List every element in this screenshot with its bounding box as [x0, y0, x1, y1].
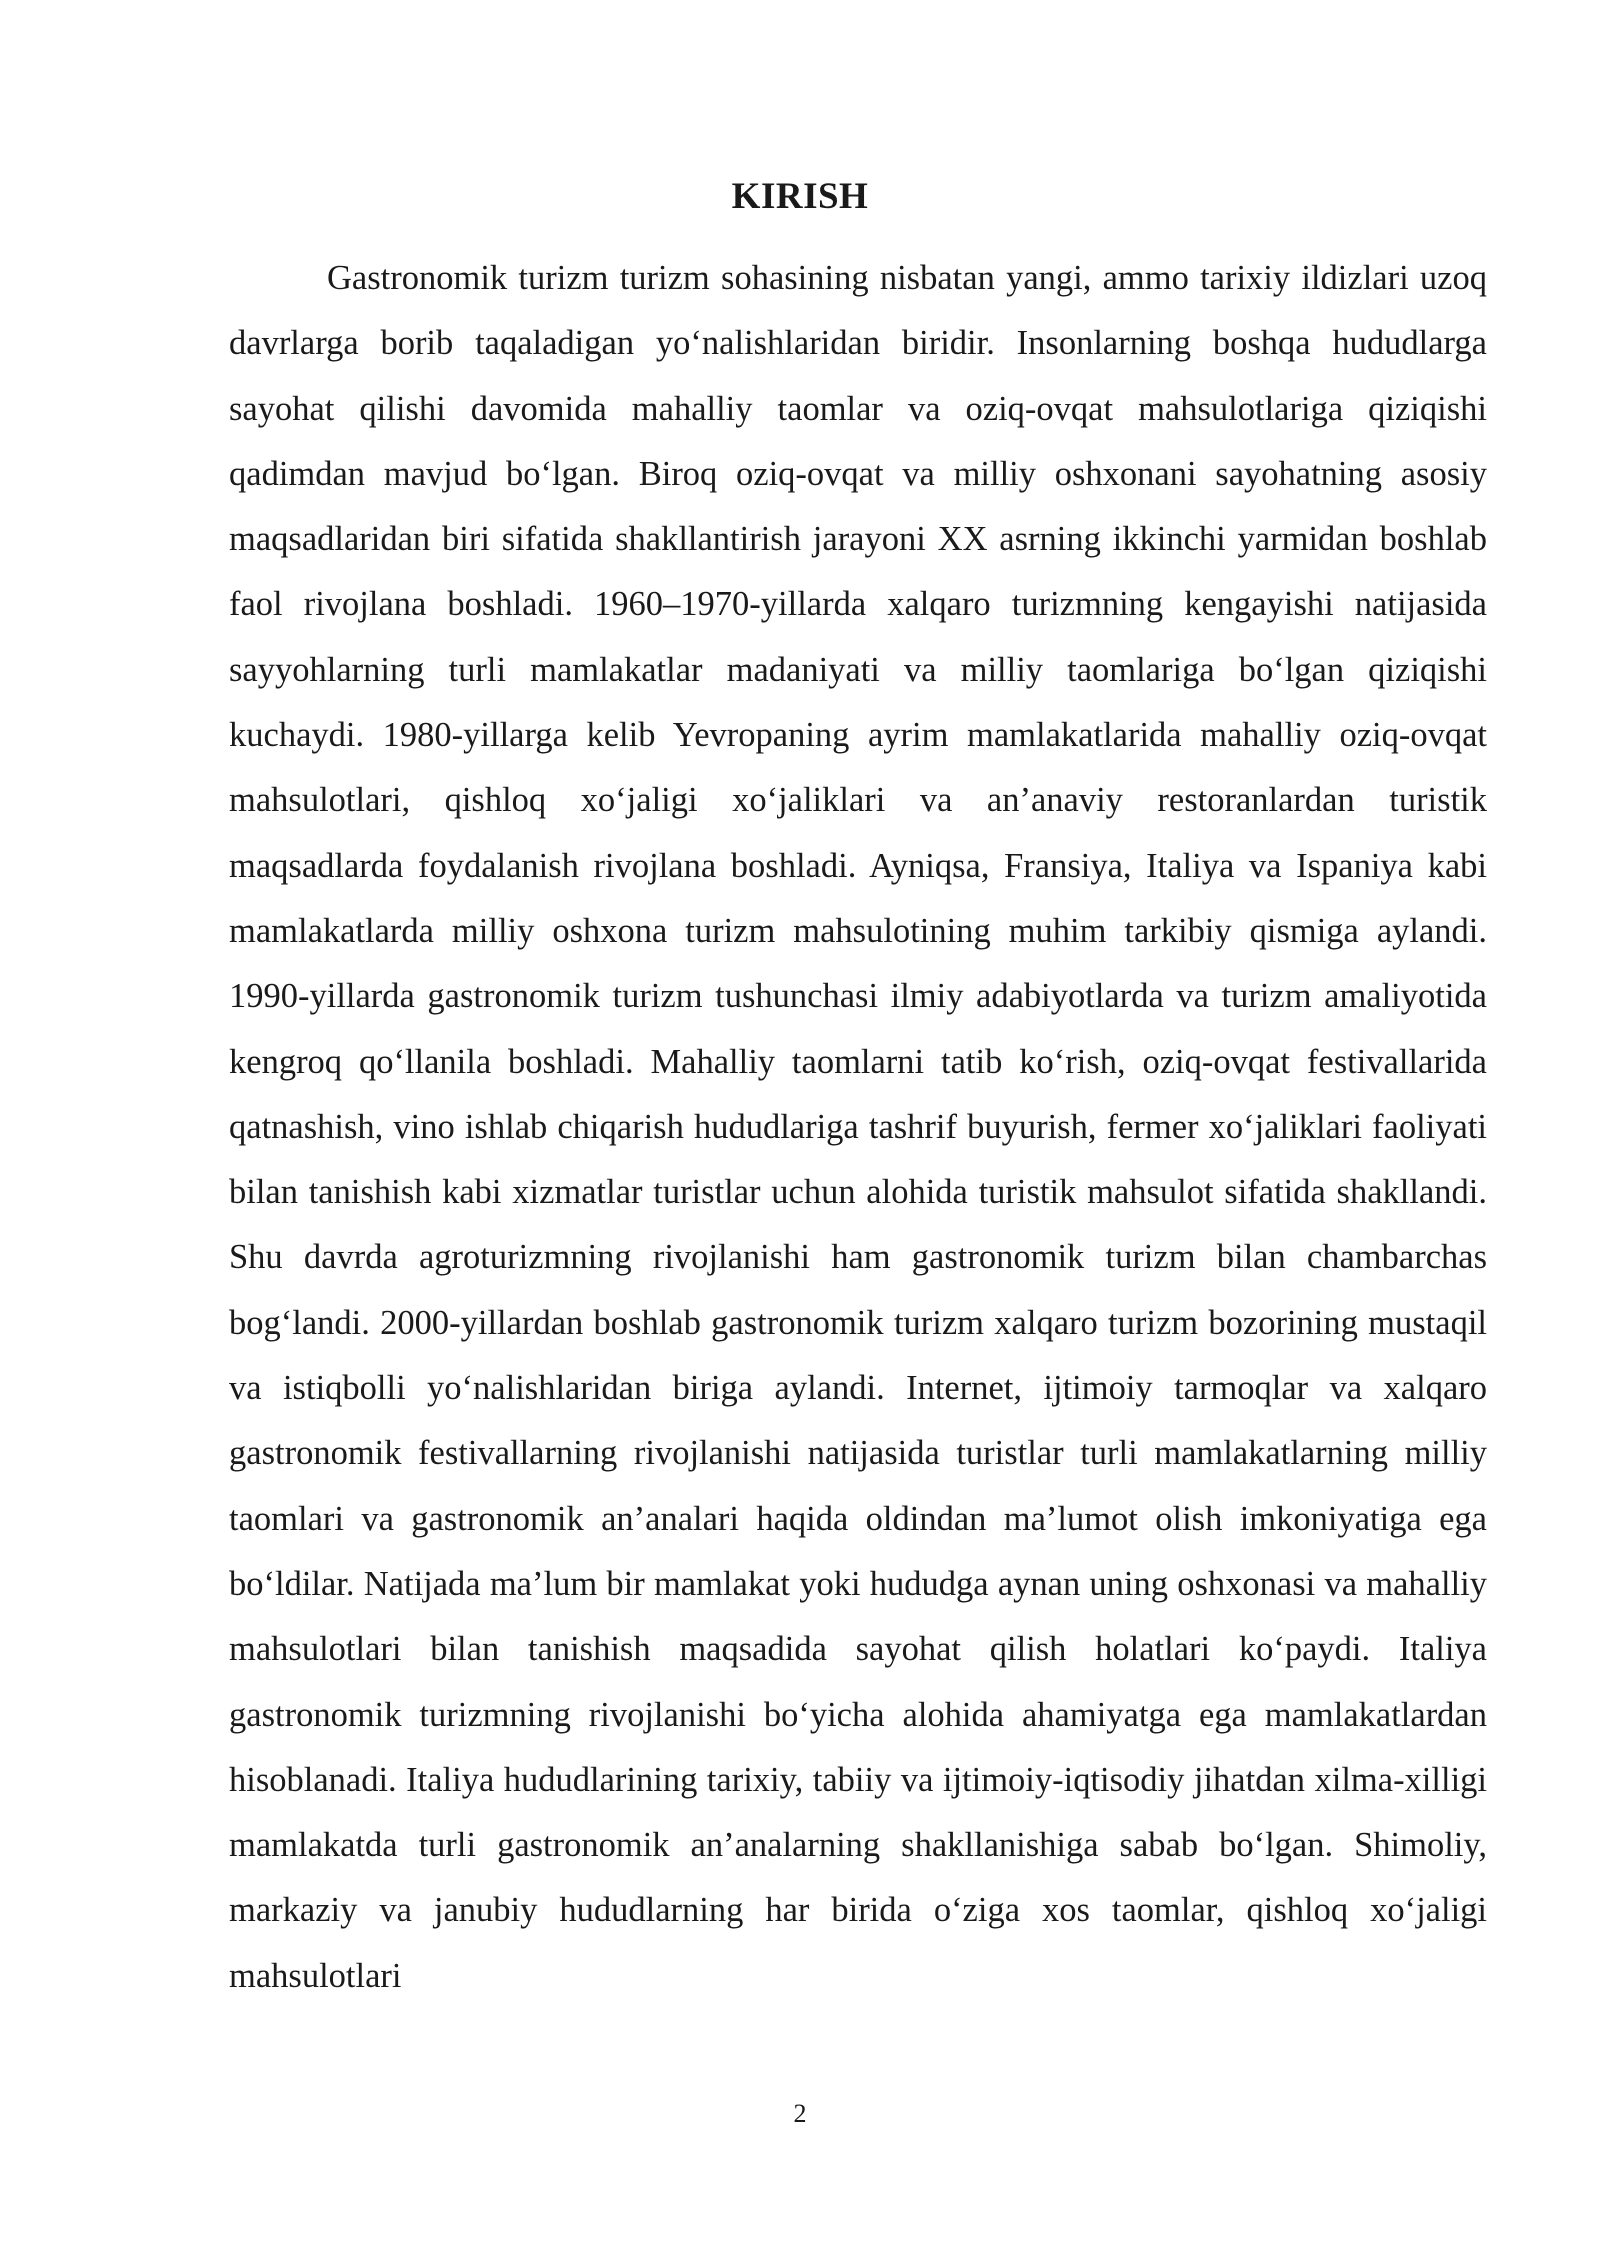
body-paragraph: Gastronomik turizm turizm sohasining nisbatan yangi, ammo tarixiy ildizlari uzoq davrlarga borib taqaladigan yo‘nalishlaridan biridir. Insonlarning boshqa hududlarga sayohat qilishi davomida mahalliy taomlar va oziq-ovqat mahsulotlariga qiziqishi qadimdan mavjud bo‘lgan. Biroq oziq-ovqat va milliy oshxonani sayohatning asosiy maqsadlaridan biri sifatida shakllantirish jarayoni XX asrning ikkinchi yarmidan boshlab faol rivojlana boshladi. 1960–1970-yillarda xalqaro turizmning kengayishi natijasida sayyohlarning turli mamlakatlar madaniyati va milliy taomlariga bo‘lgan qiziqishi kuchaydi. 1980-yillarga kelib Yevropaning ayrim mamlakatlarida mahalliy oziq-ovqat mahsulotlari, qishloq xo‘jaligi xo‘jaliklari va an’anaviy restoranlardan turistik maqsadlarda foydalanish rivojlana boshladi. Ayniqsa, Fransiya, Italiya va Ispaniya kabi mamlakatlarda milliy oshxona turizm mahsulotining muhim tarkibiy qismiga aylandi. 1990-yillarda gastronomik turizm tushunchasi ilmiy adabiyotlarda va turizm amaliyotida kengroq qo‘llanila boshladi. Mahalliy taomlarni tatib ko‘rish, oziq-ovqat festivallarida qatnashish, vino ishlab chiqarish hududlariga tashrif buyurish, fermer xo‘jaliklari faoliyati bilan tanishish kabi xizmatlar turistlar uchun alohida turistik mahsulot sifatida shakllandi. Shu davrda agroturizmning rivojlanishi ham gastronomik turizm bilan chambarchas bog‘landi. 2000-yillardan boshlab gastronomik turizm xalqaro turizm bozorining mustaqil va istiqbolli yo‘nalishlaridan biriga aylandi. Internet, ijtimoiy tarmoqlar va xalqaro gastronomik festivallarning rivojlanishi natijasida turistlar turli mamlakatlarning milliy taomlari va gastronomik an’analari haqida oldindan ma’lumot olish imkoniyatiga ega bo‘ldilar. Natijada ma’lum bir mamlakat yoki hududga aynan uning oshxonasi va mahalliy mahsulotlari bilan tanishish maqsadida sayohat qilish holatlari ko‘paydi. Italiya gastronomik turizmning rivojlanishi bo‘yicha alohida ahamiyatga ega mamlakatlardan hisoblanadi. Italiya hududlarining tarixiy, tabiiy va ijtimoiy-iqtisodiy jihatdan xilma-xilligi mamlakatda turli gastronomik an’analarning shakllanishiga sabab bo‘lgan. Shimoliy, markaziy va janubiy hududlarning har birida o‘ziga xos taomlar, qishloq xo‘jaligi mahsulotlari: [229, 259, 1487, 1995]
page-number: 2: [793, 2099, 807, 2128]
section-title: KIRISH: [731, 175, 869, 217]
